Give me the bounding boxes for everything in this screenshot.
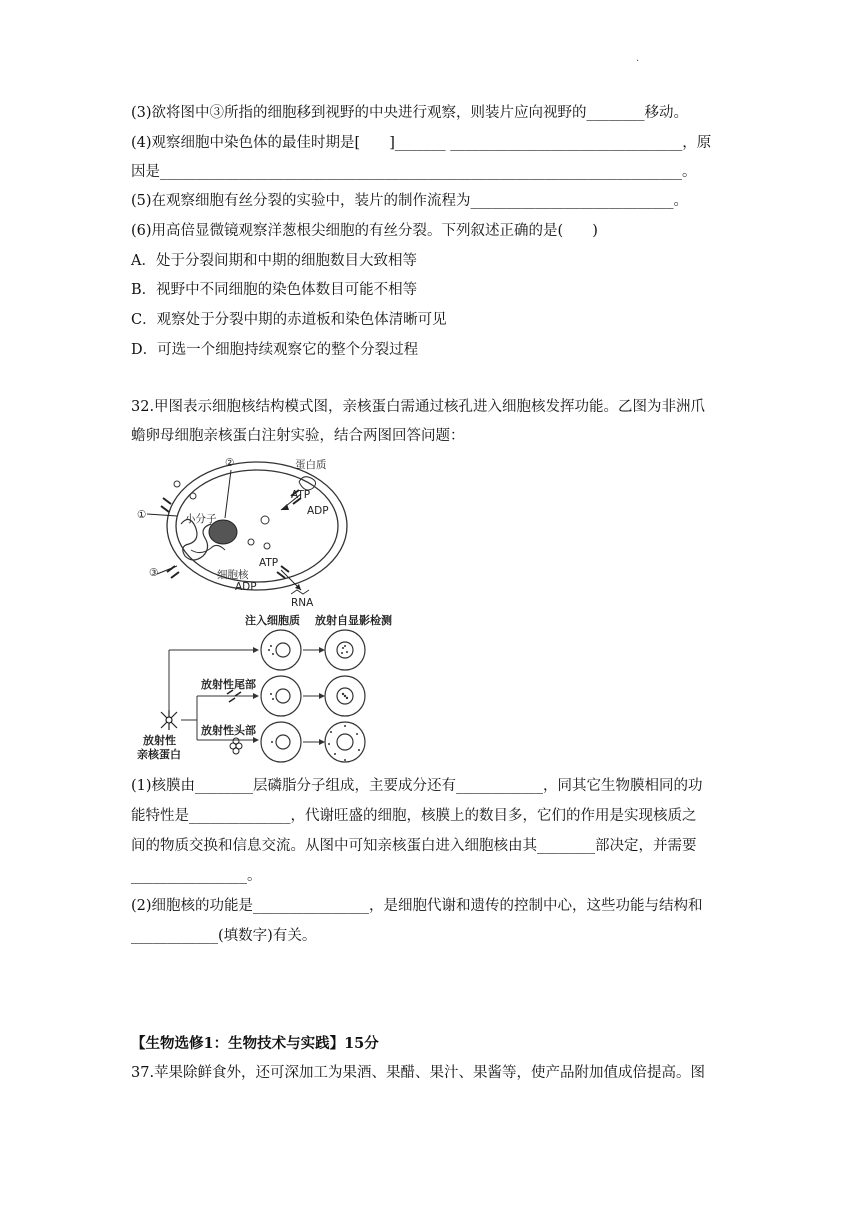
q32-1-line4: ________________。 xyxy=(131,868,262,884)
q32-stem-1: 32.甲图表示细胞核结构模式图，亲核蛋白需通过核孔进入细胞核发挥功能。乙图为非洲爪 xyxy=(131,399,706,415)
label-atp-bottom: ATP xyxy=(259,557,279,569)
option-a: A．处于分裂间期和中期的细胞数目大致相等 xyxy=(131,253,417,269)
q32-1-line3: 间的物质交换和信息交流。从图中可知亲核蛋白进入细胞核由其________部决定，并需要 xyxy=(131,838,697,854)
q31-4-cont: 因是________________________________________________________________________。 xyxy=(131,164,697,180)
header-mark: · xyxy=(636,56,640,67)
q31-3: (3)欲将图中③所指的细胞移到视野的中央进行观察，则装片应向视野的________移动。 xyxy=(131,105,689,121)
label-head: 放射性头部 xyxy=(201,724,256,737)
label-small-molecule: 小分子 xyxy=(185,513,217,525)
q37-stem: 37.苹果除鲜食外，还可深加工为果酒、果醋、果汁、果酱等，使产品附加值成倍提高。图 xyxy=(131,1065,706,1081)
q32-1-line1: (1)核膜由________层磷脂分子组成，主要成分还有____________，同其它生物膜相同的功 xyxy=(131,778,703,794)
label-detect: 放射自显影检测 xyxy=(315,614,392,627)
option-b: B．视野中不同细胞的染色体数目可能不相等 xyxy=(131,282,418,298)
q31-4: (4)观察细胞中染色体的最佳时期是[ ]_______ ________________________________，原 xyxy=(131,135,712,151)
option-c: C．观察处于分裂中期的赤道板和染色体清晰可见 xyxy=(131,312,447,328)
figure-injection-experiment xyxy=(131,610,401,768)
label-adp-top: ADP xyxy=(307,505,329,517)
label-inject: 注入细胞质 xyxy=(245,614,300,627)
elective-heading: 【生物选修1：生物技术与实践】15分 xyxy=(131,1035,379,1052)
q31-6: (6)用高倍显微镜观察洋葱根尖细胞的有丝分裂。下列叙述正确的是( ) xyxy=(131,223,598,239)
label-2: ② xyxy=(225,457,235,469)
label-protein: 蛋白质 xyxy=(295,459,327,471)
option-d: D．可选一个细胞持续观察它的整个分裂过程 xyxy=(131,342,419,358)
q32-2-line2: ____________(填数字)有关。 xyxy=(131,928,317,944)
label-nuclear-protein: 亲核蛋白 xyxy=(137,748,181,761)
label-radioactive: 放射性 xyxy=(143,734,176,747)
label-tail: 放射性尾部 xyxy=(201,678,256,691)
figure-nucleus-structure xyxy=(131,454,371,610)
label-adp-bottom: ADP xyxy=(235,581,257,593)
q31-5: (5)在观察细胞有丝分裂的实验中，装片的制作流程为____________________________。 xyxy=(131,193,689,209)
label-rna: RNA xyxy=(291,597,314,609)
label-3: ③ xyxy=(149,567,159,579)
label-1: ① xyxy=(137,509,147,521)
q32-1-line2: 能特性是______________，代谢旺盛的细胞，核膜上的数目多，它们的作用是实现核质之 xyxy=(131,808,697,824)
label-atp-top: ATP xyxy=(291,489,311,501)
label-nucleus: 细胞核 xyxy=(217,569,249,581)
q32-2-line1: (2)细胞核的功能是________________，是细胞代谢和遗传的控制中心，这些功能与结构和 xyxy=(131,898,703,914)
q32-stem-2: 蟾卵母细胞亲核蛋白注射实验，结合两图回答问题： xyxy=(131,428,465,444)
